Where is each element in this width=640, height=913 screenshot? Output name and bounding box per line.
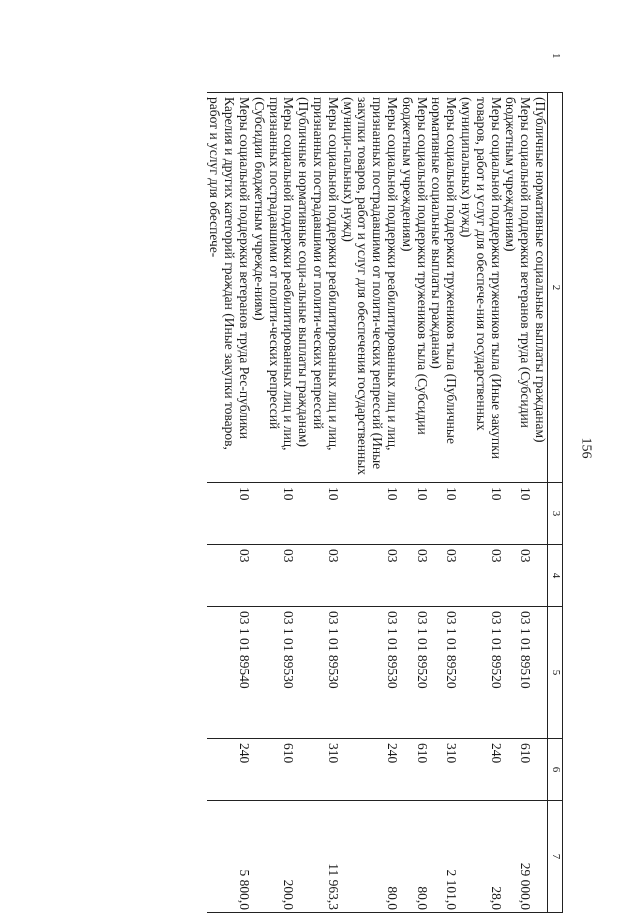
col-header-4: 4	[548, 545, 563, 607]
row-expense-type-cell: 310	[295, 739, 339, 801]
table-row	[207, 93, 251, 913]
row-section-cell: 10	[503, 483, 533, 545]
row-section-cell: 10	[251, 483, 295, 545]
col-header-7: 7	[548, 801, 563, 913]
table-row	[458, 93, 502, 913]
row-section-cell: 10	[429, 483, 459, 545]
row-subsection-cell: 03	[458, 545, 502, 607]
row-name-cell: (Публичные нормативные социальные выплаты гражданам)	[532, 93, 547, 483]
row-expense-type-cell: 610	[399, 739, 429, 801]
row-section-cell: 10	[458, 483, 502, 545]
col-header-2: 2	[550, 284, 562, 291]
row-expense-type-cell: 240	[458, 739, 502, 801]
row-name-cell: Меры социальной поддержки реабилитированных лиц и лиц, признанных пострадавшими от полити-ческих репрессий (Иные закупки товаров, работ и услуг для обеспечения государственных (муници-пальных) нужд)	[340, 93, 399, 483]
table-row	[399, 93, 429, 913]
row-name-cell: Меры социальной поддержки ветеранов труда Рес-публики Карелия и других категорий граждан (Иные закупки товаров, работ и услуг для обеспече-	[207, 93, 251, 483]
row-name-cell: Меры социальной поддержки тружеников тыла (Публичные нормативные социальные выплаты гражданам)	[429, 93, 459, 483]
col-header-1: 1	[550, 53, 562, 59]
row-expense-type-cell: 610	[503, 739, 533, 801]
row-section-cell: 10	[207, 483, 251, 545]
table-row	[532, 93, 547, 913]
row-name-cell: Меры социальной поддержки тружеников тыла (Иные закупки товаров, работ и услуг для обеспече-ния государственных (муниципальных) нужд)	[458, 93, 502, 483]
row-subsection-cell: 03	[429, 545, 459, 607]
row-amount-cell: 11 963,3	[295, 801, 339, 913]
row-subsection-cell: 03	[399, 545, 429, 607]
row-section-cell: 10	[399, 483, 429, 545]
row-target-article-cell: 03 1 01 89540	[207, 607, 251, 739]
row-amount-cell: 5 800,0	[207, 801, 251, 913]
row-target-article-cell: 03 1 01 89520	[429, 607, 459, 739]
budget-table	[207, 53, 563, 913]
page-number: 156	[578, 437, 594, 459]
row-expense-type-cell: 310	[429, 739, 459, 801]
table-row	[340, 93, 399, 913]
row-subsection-cell: 03	[503, 545, 533, 607]
row-section-cell: 10	[295, 483, 339, 545]
row-target-article-cell: 03 1 01 89530	[251, 607, 295, 739]
table-row	[251, 93, 295, 913]
row-amount-cell: 80,0	[399, 801, 429, 913]
table-row	[295, 93, 339, 913]
row-target-article-cell	[532, 607, 547, 739]
row-expense-type-cell: 240	[340, 739, 399, 801]
row-amount-cell	[532, 801, 547, 913]
row-subsection-cell: 03	[295, 545, 339, 607]
row-amount-cell: 200,0	[251, 801, 295, 913]
row-amount-cell: 2 101,0	[429, 801, 459, 913]
row-amount-cell: 80,0	[340, 801, 399, 913]
row-subsection-cell	[532, 545, 547, 607]
table-row	[503, 93, 533, 913]
row-expense-type-cell	[532, 739, 547, 801]
row-target-article-cell: 03 1 01 89520	[399, 607, 429, 739]
table-header	[548, 53, 563, 913]
row-target-article-cell: 03 1 01 89510	[503, 607, 533, 739]
row-amount-cell: 29 000,0	[503, 801, 533, 913]
table-row	[429, 93, 459, 913]
row-subsection-cell: 03	[251, 545, 295, 607]
row-subsection-cell: 03	[207, 545, 251, 607]
col-header-3: 3	[548, 483, 563, 545]
row-amount-cell: 28,0	[458, 801, 502, 913]
row-expense-type-cell: 240	[207, 739, 251, 801]
row-name-cell: Меры социальной поддержки реабилитированных лиц и лиц, признанных пострадавшими от полити-ческих репрессий (Субсидии бюджетным учрежде-ниям)	[251, 93, 295, 483]
rotated-page-content	[13, 53, 563, 912]
row-name-cell: Меры социальной поддержки реабилитированных лиц и лиц, признанных пострадавшими от полити-ческих репрессий (Публичные нормативные соци-альные выплаты гражданам)	[295, 93, 339, 483]
row-section-cell: 10	[340, 483, 399, 545]
table-body	[207, 93, 548, 913]
row-target-article-cell: 03 1 01 89530	[340, 607, 399, 739]
col-header-6: 6	[548, 739, 563, 801]
row-name-cell: Меры социальной поддержки ветеранов труда (Субсидии бюджетным учреждениям)	[503, 93, 533, 483]
col-header-5: 5	[548, 607, 563, 739]
row-target-article-cell: 03 1 01 89520	[458, 607, 502, 739]
row-target-article-cell: 03 1 01 89530	[295, 607, 339, 739]
row-name-cell: Меры социальной поддержки тружеников тыла (Субсидии бюджетным учреждениям)	[399, 93, 429, 483]
row-section-cell	[532, 483, 547, 545]
row-subsection-cell: 03	[340, 545, 399, 607]
col-header-1-2	[548, 53, 563, 483]
row-expense-type-cell: 610	[251, 739, 295, 801]
